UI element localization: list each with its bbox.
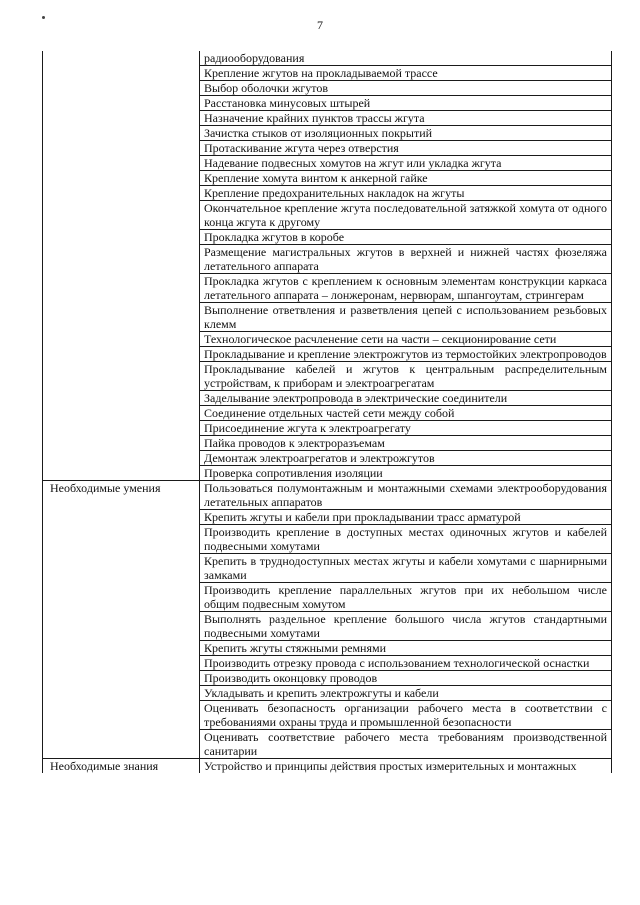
item-cell: Выполнять раздельное крепление большого числа жгутов стандартными подвесными хомутами [200, 612, 612, 641]
item-cell: радиооборудования [200, 51, 612, 66]
item-cell: Демонтаж электроагрегатов и электрожгутов [200, 451, 612, 466]
table-row [43, 51, 612, 66]
item-cell: Производить отрезку провода с использованием технологической оснастки [200, 656, 612, 671]
item-cell: Назначение крайних пунктов трассы жгута [200, 111, 612, 126]
section-label: Необходимые умения [43, 481, 200, 759]
item-cell: Производить оконцовку проводов [200, 671, 612, 686]
item-cell: Крепление предохранительных накладок на жгуты [200, 186, 612, 201]
item-cell: Выполнение ответвления и разветвления цепей с использованием резьбовых клемм [200, 303, 612, 332]
item-cell: Прокладывание и крепление электрожгутов из термостойких электропроводов [200, 347, 612, 362]
item-cell: Протаскивание жгута через отверстия [200, 141, 612, 156]
item-cell: Производить крепление параллельных жгутов при их небольшом числе общим подвесным хомутом [200, 583, 612, 612]
item-cell: Пользоваться полумонтажным и монтажными схемами электрооборудования летательных аппаратов [200, 481, 612, 510]
item-cell: Прокладывание кабелей и жгутов к центральным распределительным устройствам, к приборам и электроагрегатам [200, 362, 612, 391]
item-cell: Окончательное крепление жгута последовательной затяжкой хомута от одного конца жгута к другому [200, 201, 612, 230]
table-row [43, 759, 612, 774]
item-cell: Соединение отдельных частей сети между собой [200, 406, 612, 421]
item-cell: Заделывание электропровода в электрические соединители [200, 391, 612, 406]
item-cell: Проверка сопротивления изоляции [200, 466, 612, 481]
table-body [43, 51, 612, 773]
item-cell: Устройство и принципы действия простых измерительных и монтажных [200, 759, 612, 774]
item-cell: Расстановка минусовых штырей [200, 96, 612, 111]
item-cell: Пайка проводов к электроразъемам [200, 436, 612, 451]
item-cell: Укладывать и крепить электрожгуты и кабели [200, 686, 612, 701]
section-label [43, 51, 200, 481]
item-cell: Технологическое расчленение сети на части – секционирование сети [200, 332, 612, 347]
item-cell: Зачистка стыков от изоляционных покрытий [200, 126, 612, 141]
page-number: 7 [317, 18, 323, 32]
item-cell: Крепить жгуты стяжными ремнями [200, 641, 612, 656]
item-cell: Крепить жгуты и кабели при прокладывании трасс арматурой [200, 510, 612, 525]
labor-functions-table [42, 51, 612, 773]
item-cell: Прокладка жгутов с креплением к основным элементам конструкции каркаса летательного аппарата – лонжеронам, нервюрам, шпангоутам, стрингерам [200, 274, 612, 303]
item-cell: Присоединение жгута к электроагрегату [200, 421, 612, 436]
item-cell: Выбор оболочки жгутов [200, 81, 612, 96]
item-cell: Крепить в труднодоступных местах жгуты и кабели хомутами с шарнирными замками [200, 554, 612, 583]
section-label: Необходимые знания [43, 759, 200, 774]
item-cell: Прокладка жгутов в коробе [200, 230, 612, 245]
item-cell: Производить крепление в доступных местах одиночных жгутов и кабелей подвесными хомутами [200, 525, 612, 554]
item-cell: Размещение магистральных жгутов в верхней и нижней частях фюзеляжа летательного аппарата [200, 245, 612, 274]
table-row [43, 481, 612, 510]
item-cell: Оценивать соответствие рабочего места требованиям производственной санитарии [200, 730, 612, 759]
item-cell: Надевание подвесных хомутов на жгут или укладка жгута [200, 156, 612, 171]
item-cell: Крепление жгутов на прокладываемой трассе [200, 66, 612, 81]
item-cell: Крепление хомута винтом к анкерной гайке [200, 171, 612, 186]
item-cell: Оценивать безопасность организации рабочего места в соответствии с требованиями охраны труда и промышленной безопасности [200, 701, 612, 730]
